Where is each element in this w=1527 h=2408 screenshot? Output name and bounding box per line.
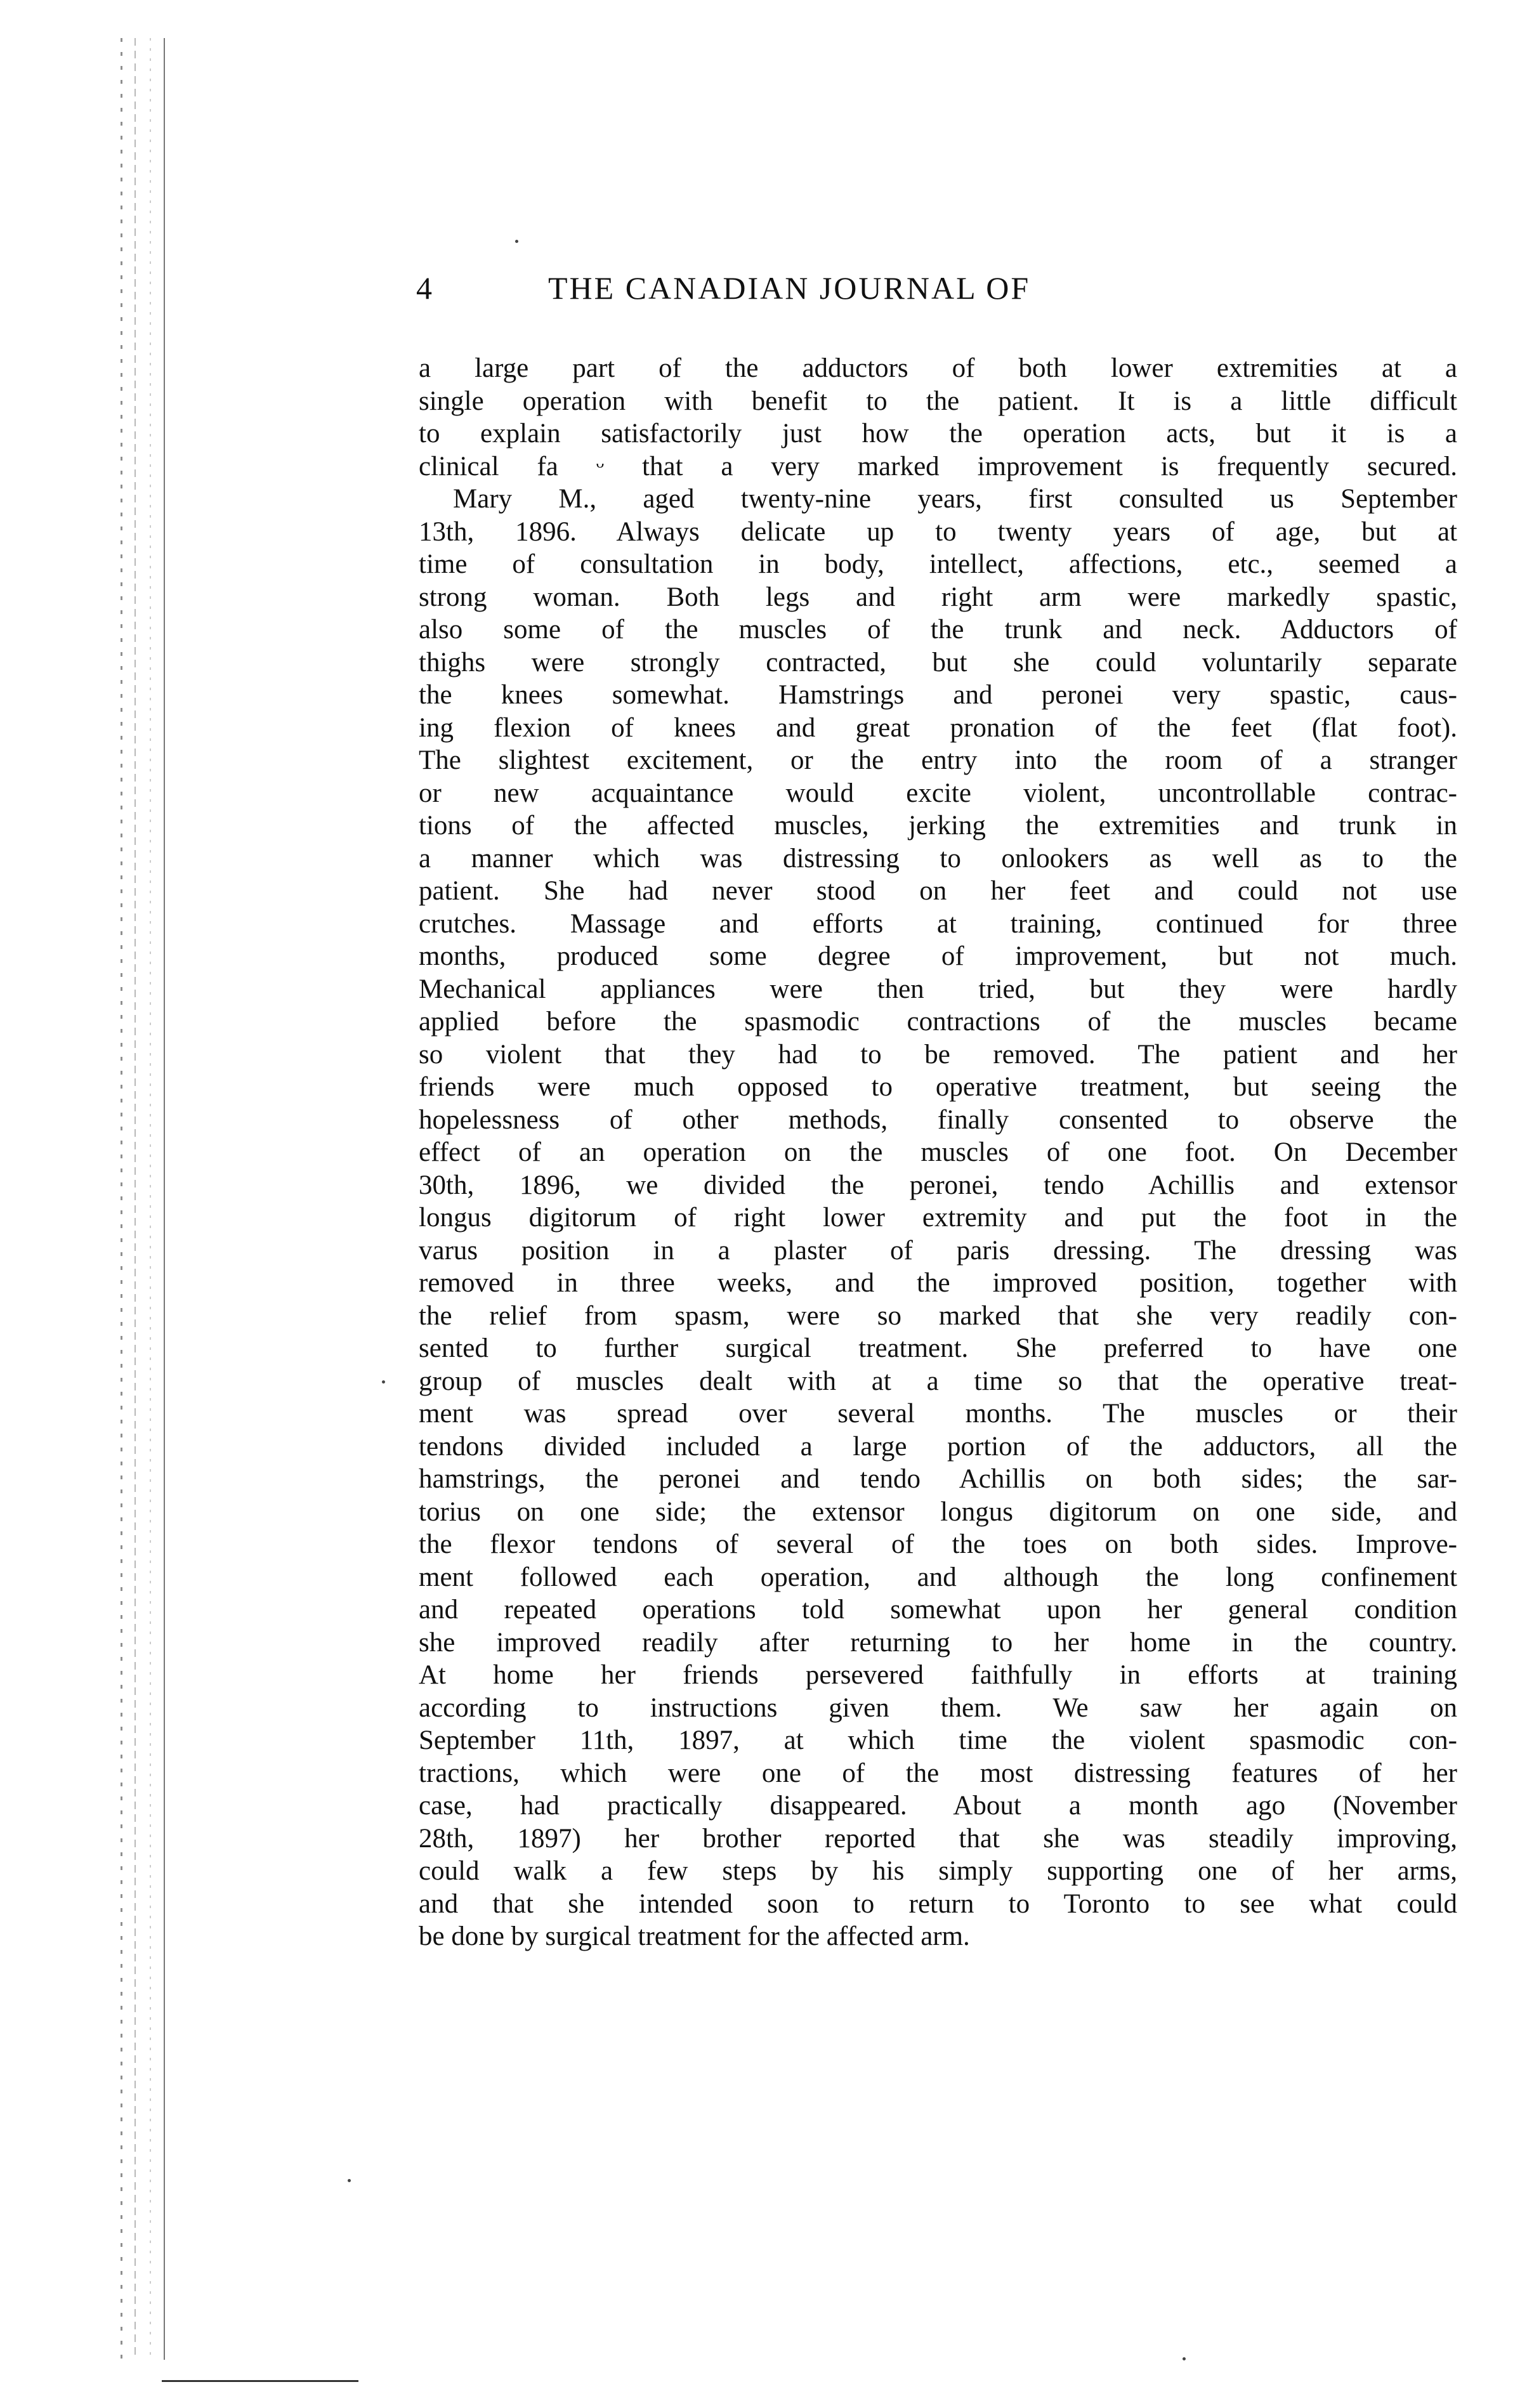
text-line: 28th, 1897) her brother reported that she was steadily improving, [419,1823,1457,1854]
text-line: the flexor tendons of several of the toes on both sides. Improve- [419,1529,1457,1559]
text-line: hamstrings, the peronei and tendo Achillis on both sides; the sar- [419,1464,1457,1494]
text-line: ing flexion of knees and great pronation of the feet (flat foot). [419,712,1457,743]
text-line: applied before the spasmodic contractions of the muscles became [419,1007,1457,1037]
text-line: the relief from spasm, were so marked that she very readily con- [419,1300,1457,1331]
text-line: could walk a few steps by his simply supporting one of her arms, [419,1856,1457,1886]
text-line: torius on one side; the extensor longus digitorum on one side, and [419,1496,1457,1527]
text-line: 30th, 1896, we divided the peronei, tendo Achillis and extensor [419,1170,1457,1200]
text-line: ment followed each operation, and although the long confinement [419,1562,1457,1592]
text-line: The slightest excitement, or the entry into the room of a stranger [419,745,1457,775]
text-line: Mary M., aged twenty-nine years, first consulted us September [453,484,1457,514]
text-line: be done by surgical treatment for the affected arm. [419,1921,970,1951]
print-speck [348,2179,351,2182]
text-line: months, produced some degree of improvement, but not much. [419,941,1457,971]
text-line: September 11th, 1897, at which time the violent spasmodic con- [419,1725,1457,1755]
text-line: group of muscles dealt with at a time so that the operative treat- [419,1366,1457,1396]
text-line: tions of the affected muscles, jerking the extremities and trunk in [419,811,1457,841]
text-line: At home her friends persevered faithfully in efforts at training [419,1660,1457,1690]
text-line: also some of the muscles of the trunk and neck. Adductors of [419,615,1457,645]
page-number: 4 [416,270,434,306]
text-line: removed in three weeks, and the improved position, together with [419,1268,1457,1298]
text-line: longus digitorum of right lower extremity and put the foot in the [419,1203,1457,1233]
text-line: time of consultation in body, intellect, affections, etc., seemed a [419,549,1457,579]
text-line: thighs were strongly contracted, but she could voluntarily separate [419,647,1457,677]
text-line: to explain satisfactorily just how the operation acts, but it is a [419,419,1457,448]
text-line: so violent that they had to be removed. The patient and her [419,1039,1457,1070]
running-head [416,270,1460,315]
text-line: 13th, 1896. Always delicate up to twenty years of age, but at [419,516,1457,547]
text-line: friends were much opposed to operative treatment, but seeing the [419,1072,1457,1102]
text-line: according to instructions given them. We saw her again on [419,1692,1457,1723]
text-line: she improved readily after returning to her home in the country. [419,1627,1457,1658]
text-line: effect of an operation on the muscles of one foot. On December [419,1137,1457,1167]
print-speck [515,240,518,243]
text-line: and repeated operations told somewhat upon her general condition [419,1595,1457,1625]
text-line: strong woman. Both legs and right arm were markedly spastic, [419,582,1457,612]
print-speck [1183,2357,1186,2360]
text-line: a large part of the adductors of both lower extremities at a [419,353,1457,383]
journal-title: THE CANADIAN JOURNAL OF [548,270,1031,306]
text-line: varus position in a plaster of paris dressing. The dressing was [419,1235,1457,1266]
text-line: and that she intended soon to return to Toronto to see what could [419,1888,1457,1919]
text-line: patient. She had never stood on her feet and could not use [419,876,1457,906]
article-body [419,352,1457,1953]
binding-edge [114,38,178,2360]
text-line: case, had practically disappeared. About a month ago (November [419,1791,1457,1821]
text-line: tendons divided included a large portion of the adductors, all the [419,1431,1457,1462]
text-line: or new acquaintance would excite violent, uncontrollable contrac- [419,778,1457,808]
print-speck [382,1380,385,1384]
text-line: Mechanical appliances were then tried, but they were hardly [419,974,1457,1004]
text-line: sented to further surgical treatment. She preferred to have one [419,1333,1457,1363]
text-line: hopelessness of other methods, finally consented to observe the [419,1104,1457,1135]
text-line: tractions, which were one of the most distressing features of her [419,1758,1457,1788]
text-line: ment was spread over several months. The muscles or their [419,1399,1457,1429]
text-line: the knees somewhat. Hamstrings and peronei very spastic, caus- [419,680,1457,710]
bottom-rule [162,2380,358,2382]
text-line: single operation with benefit to the patient. It is a little difficult [419,386,1457,416]
text-line: a manner which was distressing to onlookers as well as to the [419,843,1457,874]
text-line: crutches. Massage and efforts at training, continued for three [419,908,1457,939]
text-line: clinical fa ᵕ that a very marked improvement is frequently secured. [419,451,1457,481]
